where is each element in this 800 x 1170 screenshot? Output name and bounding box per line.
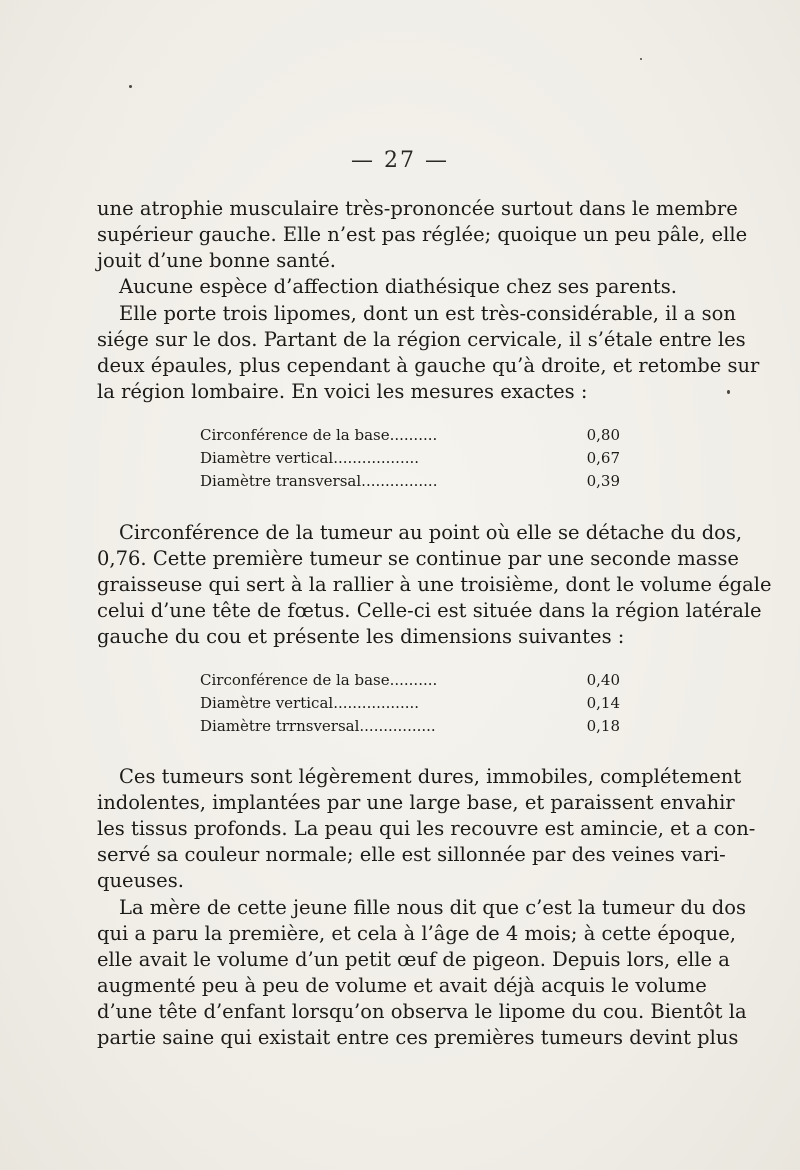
measurement-row bbox=[200, 470, 620, 493]
page-number: — 27 — bbox=[351, 148, 449, 173]
measurement-row bbox=[200, 424, 620, 447]
measurement-label: Circonférence de la base.......... bbox=[200, 426, 438, 444]
paragraph-line: graisseuse qui sert à la rallier à une troisième, dont le volume égale bbox=[97, 573, 772, 596]
paragraph-line: jouit d’une bonne santé. bbox=[97, 249, 336, 272]
paragraph-line: 0,76. Cette première tumeur se continue par une seconde masse bbox=[97, 547, 739, 570]
paragraph-line: Elle porte trois lipomes, dont un est très-considérable, il a son bbox=[119, 302, 736, 325]
measurement-value: 0,14 bbox=[586, 694, 620, 712]
measurement-row bbox=[200, 447, 620, 470]
measurement-value: 0,18 bbox=[586, 717, 620, 735]
measurements-table-neck bbox=[200, 669, 620, 738]
paragraph-line: deux épaules, plus cependant à gauche qu’à droite, et retombe sur bbox=[97, 354, 760, 377]
scan-speck bbox=[640, 58, 642, 60]
paragraph-line: indolentes, implantées par une large base, et paraissent envahir bbox=[97, 791, 735, 814]
paragraph-line: d’une tête d’enfant lorsqu’on observa le lipome du cou. Bientôt la bbox=[97, 1000, 747, 1023]
paragraph-line: qui a paru la première, et cela à l’âge de 4 mois; à cette époque, bbox=[97, 922, 736, 945]
measurement-value: 0,67 bbox=[586, 449, 620, 467]
measurement-value: 0,40 bbox=[586, 671, 620, 689]
paragraph-line: La mère de cette jeune fille nous dit que c’est la tumeur du dos bbox=[119, 896, 746, 919]
paragraph-line: queuses. bbox=[97, 869, 184, 892]
measurement-label: Diamètre trrnsversal................ bbox=[200, 717, 436, 735]
paragraph-line: augmenté peu à peu de volume et avait déjà acquis le volume bbox=[97, 974, 707, 997]
paragraph-line: une atrophie musculaire très-prononcée surtout dans le membre bbox=[97, 197, 738, 220]
scan-speck bbox=[129, 85, 132, 88]
measurement-label: Diamètre transversal................ bbox=[200, 472, 438, 490]
paragraph-line: servé sa couleur normale; elle est sillonnée par des veines vari- bbox=[97, 843, 726, 866]
measurement-row bbox=[200, 692, 620, 715]
paragraph-line: Circonférence de la tumeur au point où elle se détache du dos, bbox=[119, 521, 743, 544]
paragraph-line: la région lombaire. En voici les mesures exactes : bbox=[97, 380, 588, 403]
measurement-label: Circonférence de la base.......... bbox=[200, 671, 438, 689]
measurements-table-back bbox=[200, 424, 620, 493]
paragraph-line: siége sur le dos. Partant de la région cervicale, il s’étale entre les bbox=[97, 328, 746, 351]
measurement-value: 0,80 bbox=[586, 426, 620, 444]
scan-speck bbox=[727, 390, 730, 394]
measurement-row bbox=[200, 715, 620, 738]
measurement-label: Diamètre vertical.................. bbox=[200, 694, 420, 712]
paragraph-line: Aucune espèce d’affection diathésique chez ses parents. bbox=[119, 275, 677, 298]
paragraph-line: supérieur gauche. Elle n’est pas réglée; quoique un peu pâle, elle bbox=[97, 223, 748, 246]
paragraph-line: Ces tumeurs sont légèrement dures, immobiles, complétement bbox=[119, 765, 742, 788]
paragraph-line: les tissus profonds. La peau qui les recouvre est amincie, et a con- bbox=[97, 817, 756, 840]
paragraph-line: gauche du cou et présente les dimensions suivantes : bbox=[97, 625, 625, 648]
paragraph-line: partie saine qui existait entre ces premières tumeurs devint plus bbox=[97, 1026, 739, 1049]
measurement-value: 0,39 bbox=[586, 472, 620, 490]
measurement-label: Diamètre vertical.................. bbox=[200, 449, 420, 467]
measurement-row bbox=[200, 669, 620, 692]
paragraph-line: elle avait le volume d’un petit œuf de pigeon. Depuis lors, elle a bbox=[97, 948, 730, 971]
paragraph-line: celui d’une tête de fœtus. Celle-ci est située dans la région latérale bbox=[97, 599, 762, 622]
